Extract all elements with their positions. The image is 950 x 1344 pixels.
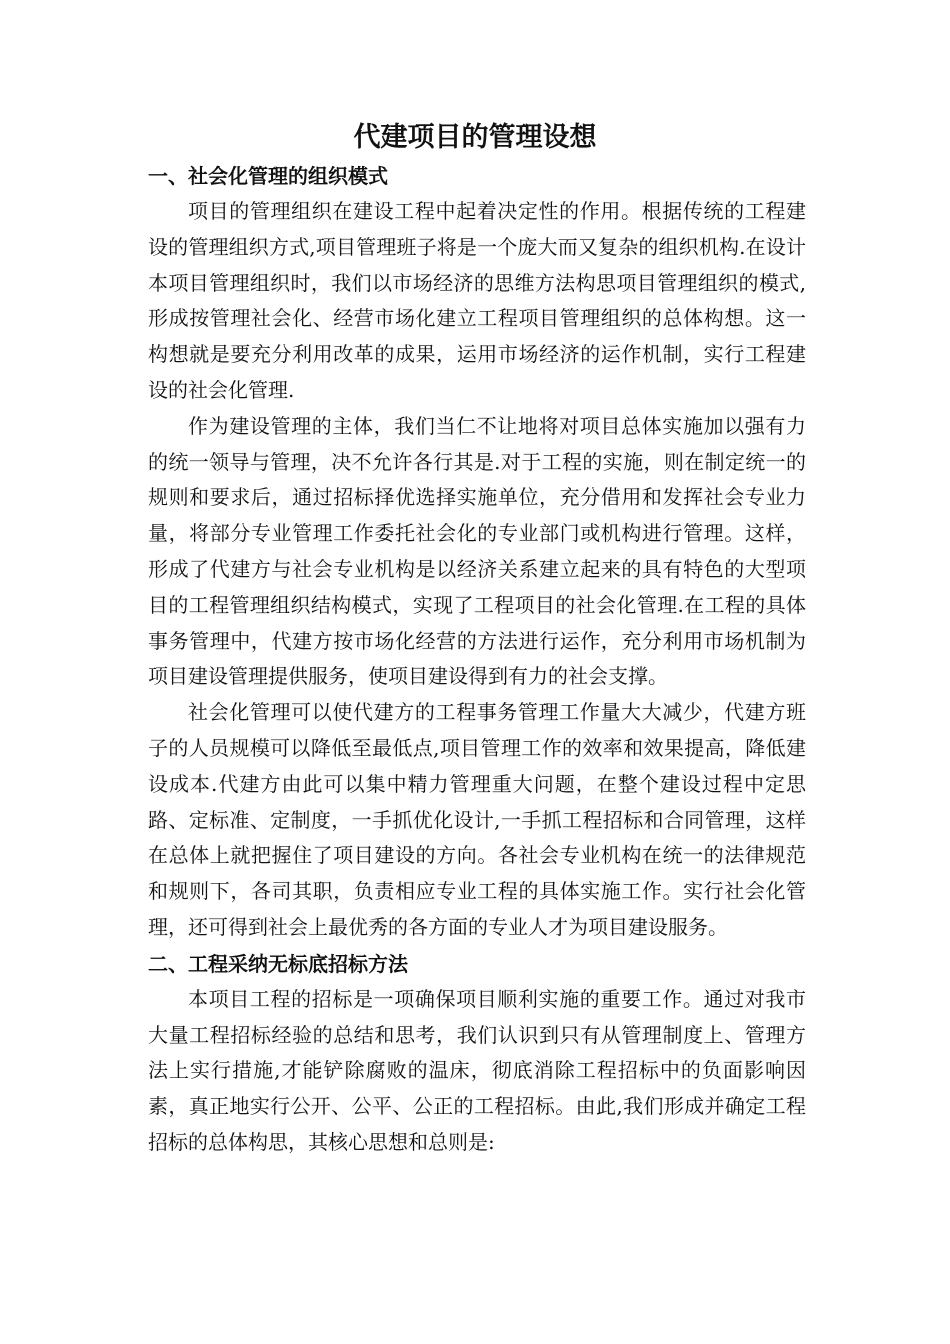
paragraph: 作为建设管理的主体，我们当仁不让地将对项目总体实施加以强有力的统一领导与管理，决不允许各行其是.对于工程的实施，则在制定统一的规则和要求后，通过招标择优选择实施单位，充分借用和发挥社会专业力量，将部分专业管理工作委托社会化的专业部门或机构进行管理。这样，形成了代建方与社会专业机构是以经济关系建立起来的具有特色的大型项目的工程管理组织结构模式，实现了工程项目的社会化管理.在工程的具体事务管理中，代建方按市场化经营的方法进行运作，充分利用市场机制为项目建设管理提供服务，使项目建设得到有力的社会支撑。 <box>148 413 806 689</box>
section-heading: 二、工程采纳无标底招标方法 <box>148 951 408 976</box>
document-body <box>148 158 806 1161</box>
paragraph: 本项目工程的招标是一项确保项目顺利实施的重要工作。通过对我市大量工程招标经验的总结和思考，我们认识到只有从管理制度上、管理方法上实行措施,才能铲除腐败的温床，彻底消除工程招标中的负面影响因素，真正地实行公开、公平、公正的工程招标。由此,我们形成并确定工程招标的总体构思，其核心思想和总则是: <box>148 986 806 1154</box>
section-heading: 一、社会化管理的组织模式 <box>148 164 388 188</box>
paragraph: 项目的管理组织在建设工程中起着决定性的作用。根据传统的工程建设的管理组织方式,项目管理班子将是一个庞大而又复杂的组织机构.在设计本项目管理组织时，我们以市场经济的思维方法构思项目管理组织的模式,形成按管理社会化、经营市场化建立工程项目管理组织的总体构想。这一构想就是要充分利用改革的成果，运用市场经济的运作机制，实行工程建设的社会化管理. <box>148 199 806 402</box>
section-1 <box>148 158 806 946</box>
section-2 <box>148 946 806 1161</box>
document-title: 代建项目的管理设想 <box>353 122 597 153</box>
paragraph: 社会化管理可以使代建方的工程事务管理工作量大大减少，代建方班子的人员规模可以降低至最低点,项目管理工作的效率和效果提高，降低建设成本.代建方由此可以集中精力管理重大问题，在整个建设过程中定思路、定标准、定制度，一手抓优化设计,一手抓工程招标和合同管理，这样在总体上就把握住了项目建设的方向。各社会专业机构在统一的法律规范和规则下，各司其职，负责相应专业工程的具体实施工作。实行社会化管理，还可得到社会上最优秀的各方面的专业人才为项目建设服务。 <box>148 700 806 939</box>
